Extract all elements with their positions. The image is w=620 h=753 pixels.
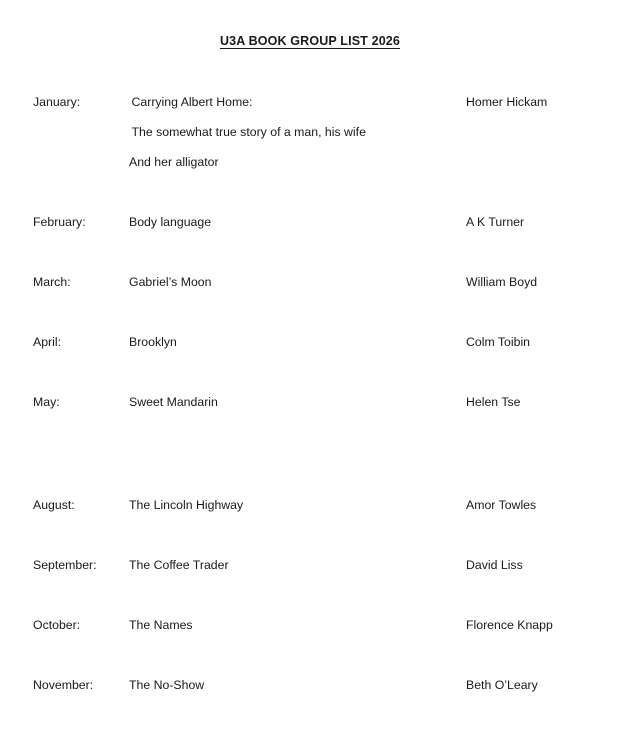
page-title-text: U3A BOOK GROUP LIST 2026: [219, 34, 401, 48]
entry-month-label: March:: [33, 275, 71, 289]
book-entry-row: [0, 212, 620, 232]
book-entry-row: [0, 555, 620, 575]
book-entry-row: [0, 152, 620, 172]
entry-book-title: The Lincoln Highway: [129, 498, 244, 512]
entry-book-subtitle: And her alligator: [129, 155, 219, 169]
entry-book-title: Body language: [129, 215, 212, 229]
entry-book-author: Beth O’Leary: [466, 678, 538, 692]
entry-month-label: October:: [33, 618, 81, 632]
book-entry-row: [0, 272, 620, 292]
book-entry-row: [0, 332, 620, 352]
entry-book-author: Colm Toibin: [466, 335, 531, 349]
entry-book-author: A K Turner: [466, 215, 525, 229]
entry-month-label: August:: [33, 498, 75, 512]
entry-book-author: Florence Knapp: [466, 618, 553, 632]
entry-month-label: February:: [33, 215, 86, 229]
book-entry-row: [0, 122, 620, 142]
book-entry-row: [0, 675, 620, 695]
entry-book-title: The No-Show: [129, 678, 205, 692]
entry-book-title: Gabriel’s Moon: [129, 275, 212, 289]
entry-month-label: May:: [33, 395, 60, 409]
entry-book-author: Amor Towles: [466, 498, 537, 512]
entry-book-author: David Liss: [466, 558, 523, 572]
entry-month-label: April:: [33, 335, 62, 349]
entry-book-title: Brooklyn: [129, 335, 177, 349]
book-entry-row: [0, 615, 620, 635]
entry-book-author: Helen Tse: [466, 395, 521, 409]
book-entry-row: [0, 392, 620, 412]
entry-month-label: September:: [33, 558, 97, 572]
entry-book-title: The Names: [129, 618, 193, 632]
entry-book-title: The Coffee Trader: [129, 558, 229, 572]
entry-month-label: January:: [33, 95, 81, 109]
entry-month-label: November:: [33, 678, 94, 692]
entry-book-author: William Boyd: [466, 275, 538, 289]
book-entry-row: [0, 92, 620, 112]
entry-book-author: Homer Hickam: [466, 95, 548, 109]
entry-book-title: Sweet Mandarin: [129, 395, 218, 409]
entry-book-title: Carrying Albert Home:: [131, 95, 253, 109]
book-entry-row: [0, 495, 620, 515]
entry-book-subtitle: The somewhat true story of a man, his wife: [131, 125, 366, 139]
